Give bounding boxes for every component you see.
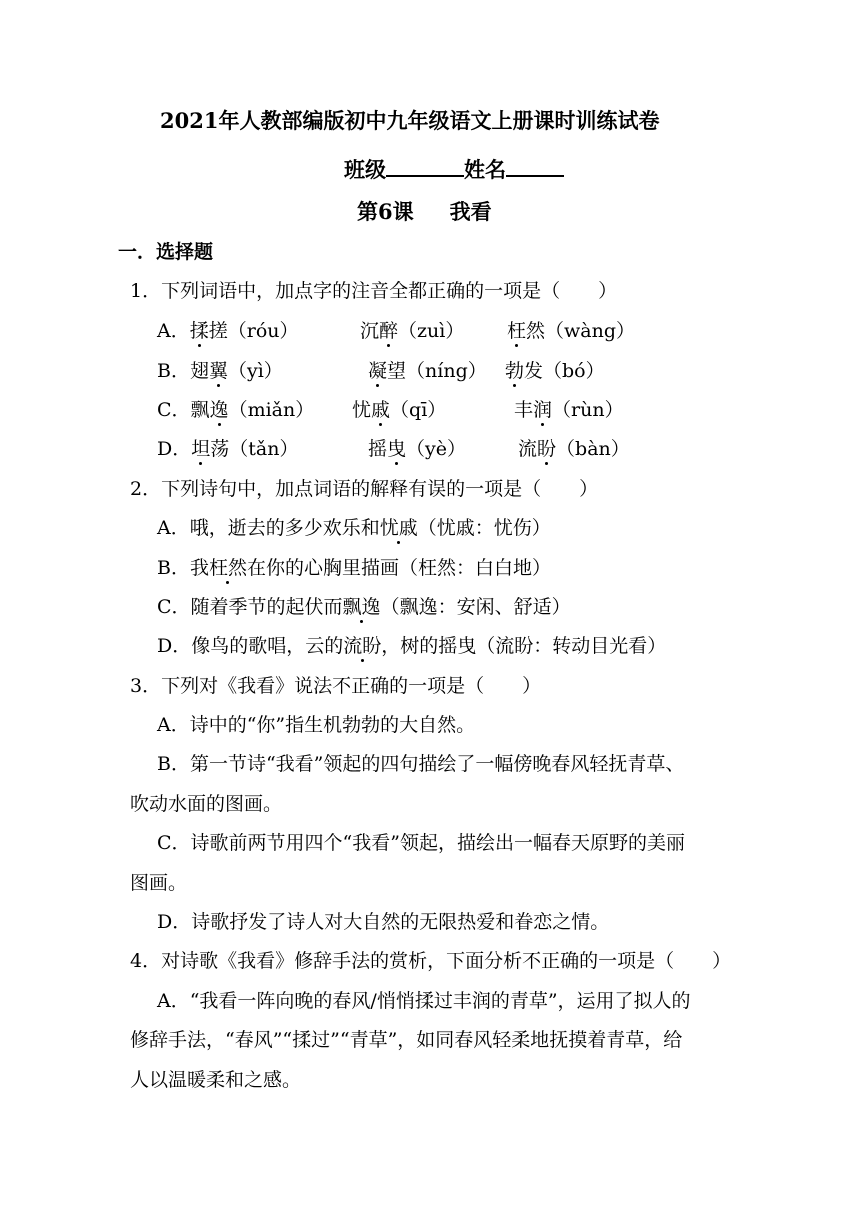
q3-option-c-line1[interactable]: C．诗歌前两节用四个“我看”领起，描绘出一幅春天原野的美丽 (157, 832, 685, 854)
question-4-stem: 4．对诗歌《我看》修辞手法的赏析，下面分析不正确的一项是（ ） (130, 950, 732, 972)
page-title: 2021年人教部编版初中九年级语文上册课时训练试卷 (160, 108, 660, 133)
q1-option-a-col2: 沉醉（zuì） (360, 320, 465, 342)
question-1-stem: 1．下列词语中，加点字的注音全都正确的一项是（ ） (130, 280, 618, 302)
q2-dotted-d: 流盼 (343, 635, 382, 657)
q3-option-c-line2: 图画。 (130, 872, 188, 894)
q1-option-b-col1[interactable]: B．翅翼（yì） (157, 360, 283, 382)
q4-option-a-line3: 人以温暖柔和之感。 (130, 1069, 302, 1091)
q4-option-a-line1[interactable]: A．“我看一阵向晚的春风/悄悄揉过丰润的青草”，运用了拟人的 (157, 990, 691, 1012)
lesson-number: 第6课 (357, 199, 414, 224)
q2-dotted-b: 枉然 (208, 557, 247, 579)
q2-dotted-a: 忧戚 (379, 517, 418, 539)
lesson-heading (357, 201, 492, 222)
q2-option-c[interactable]: C．随着季节的起伏而飘逸（飘逸：安闲、舒适） (157, 596, 571, 618)
q1-option-b-col3: 勃发（bó） (505, 360, 605, 382)
q2-dotted-c: 飘逸 (342, 596, 381, 618)
question-3-stem: 3．下列对《我看》说法不正确的一项是（ ） (130, 675, 542, 697)
question-2-stem: 2．下列诗句中，加点词语的解释有误的一项是（ ） (130, 478, 599, 500)
class-name-line (344, 155, 564, 180)
q1-option-c-col3: 丰润（rùn） (514, 399, 624, 421)
section-heading: 一．选择题 (118, 241, 214, 263)
q1-option-a-col1[interactable]: A．揉搓（róu） (157, 320, 299, 342)
q3-option-b-line1[interactable]: B．第一节诗“我看”领起的四句描绘了一幅傍晚春风轻抚青草、 (157, 753, 685, 775)
q1-option-d-col1[interactable]: D．坦荡（tǎn） (157, 438, 299, 460)
q3-option-a[interactable]: A．诗中的“你”指生机勃勃的大自然。 (157, 714, 476, 736)
class-label: 班级 (344, 157, 386, 182)
name-blank[interactable] (506, 155, 564, 177)
q2-option-b[interactable]: B．我枉然在你的心胸里描画（枉然：白白地） (157, 557, 551, 579)
q3-option-d[interactable]: D．诗歌抒发了诗人对大自然的无限热爱和眷恋之情。 (157, 911, 610, 933)
q4-option-a-line2: 修辞手法，“春风”“揉过”“青草”，如同春风轻柔地抚摸着青草，给 (130, 1029, 683, 1051)
class-blank[interactable] (386, 155, 464, 177)
q1-option-b-col2: 凝望（níng） (368, 360, 487, 382)
lesson-title: 我看 (449, 199, 492, 224)
q1-option-d-col3: 流盼（bàn） (518, 438, 630, 460)
q1-option-c-col2: 忧戚（qī） (352, 399, 447, 421)
q1-option-c-col1[interactable]: C．飘逸（miǎn） (157, 399, 315, 421)
q2-option-a[interactable]: A．哦，逝去的多少欢乐和忧戚（忧戚：忧伤） (157, 517, 551, 539)
q1-option-d-col2: 摇曳（yè） (368, 438, 467, 460)
name-label: 姓名 (464, 157, 506, 182)
q3-option-b-line2: 吹动水面的图画。 (130, 793, 283, 815)
q2-option-d[interactable]: D．像鸟的歌唱，云的流盼，树的摇曳（流盼：转动目光看） (157, 635, 667, 657)
q1-option-a-col3: 枉然（wàng） (507, 320, 636, 342)
